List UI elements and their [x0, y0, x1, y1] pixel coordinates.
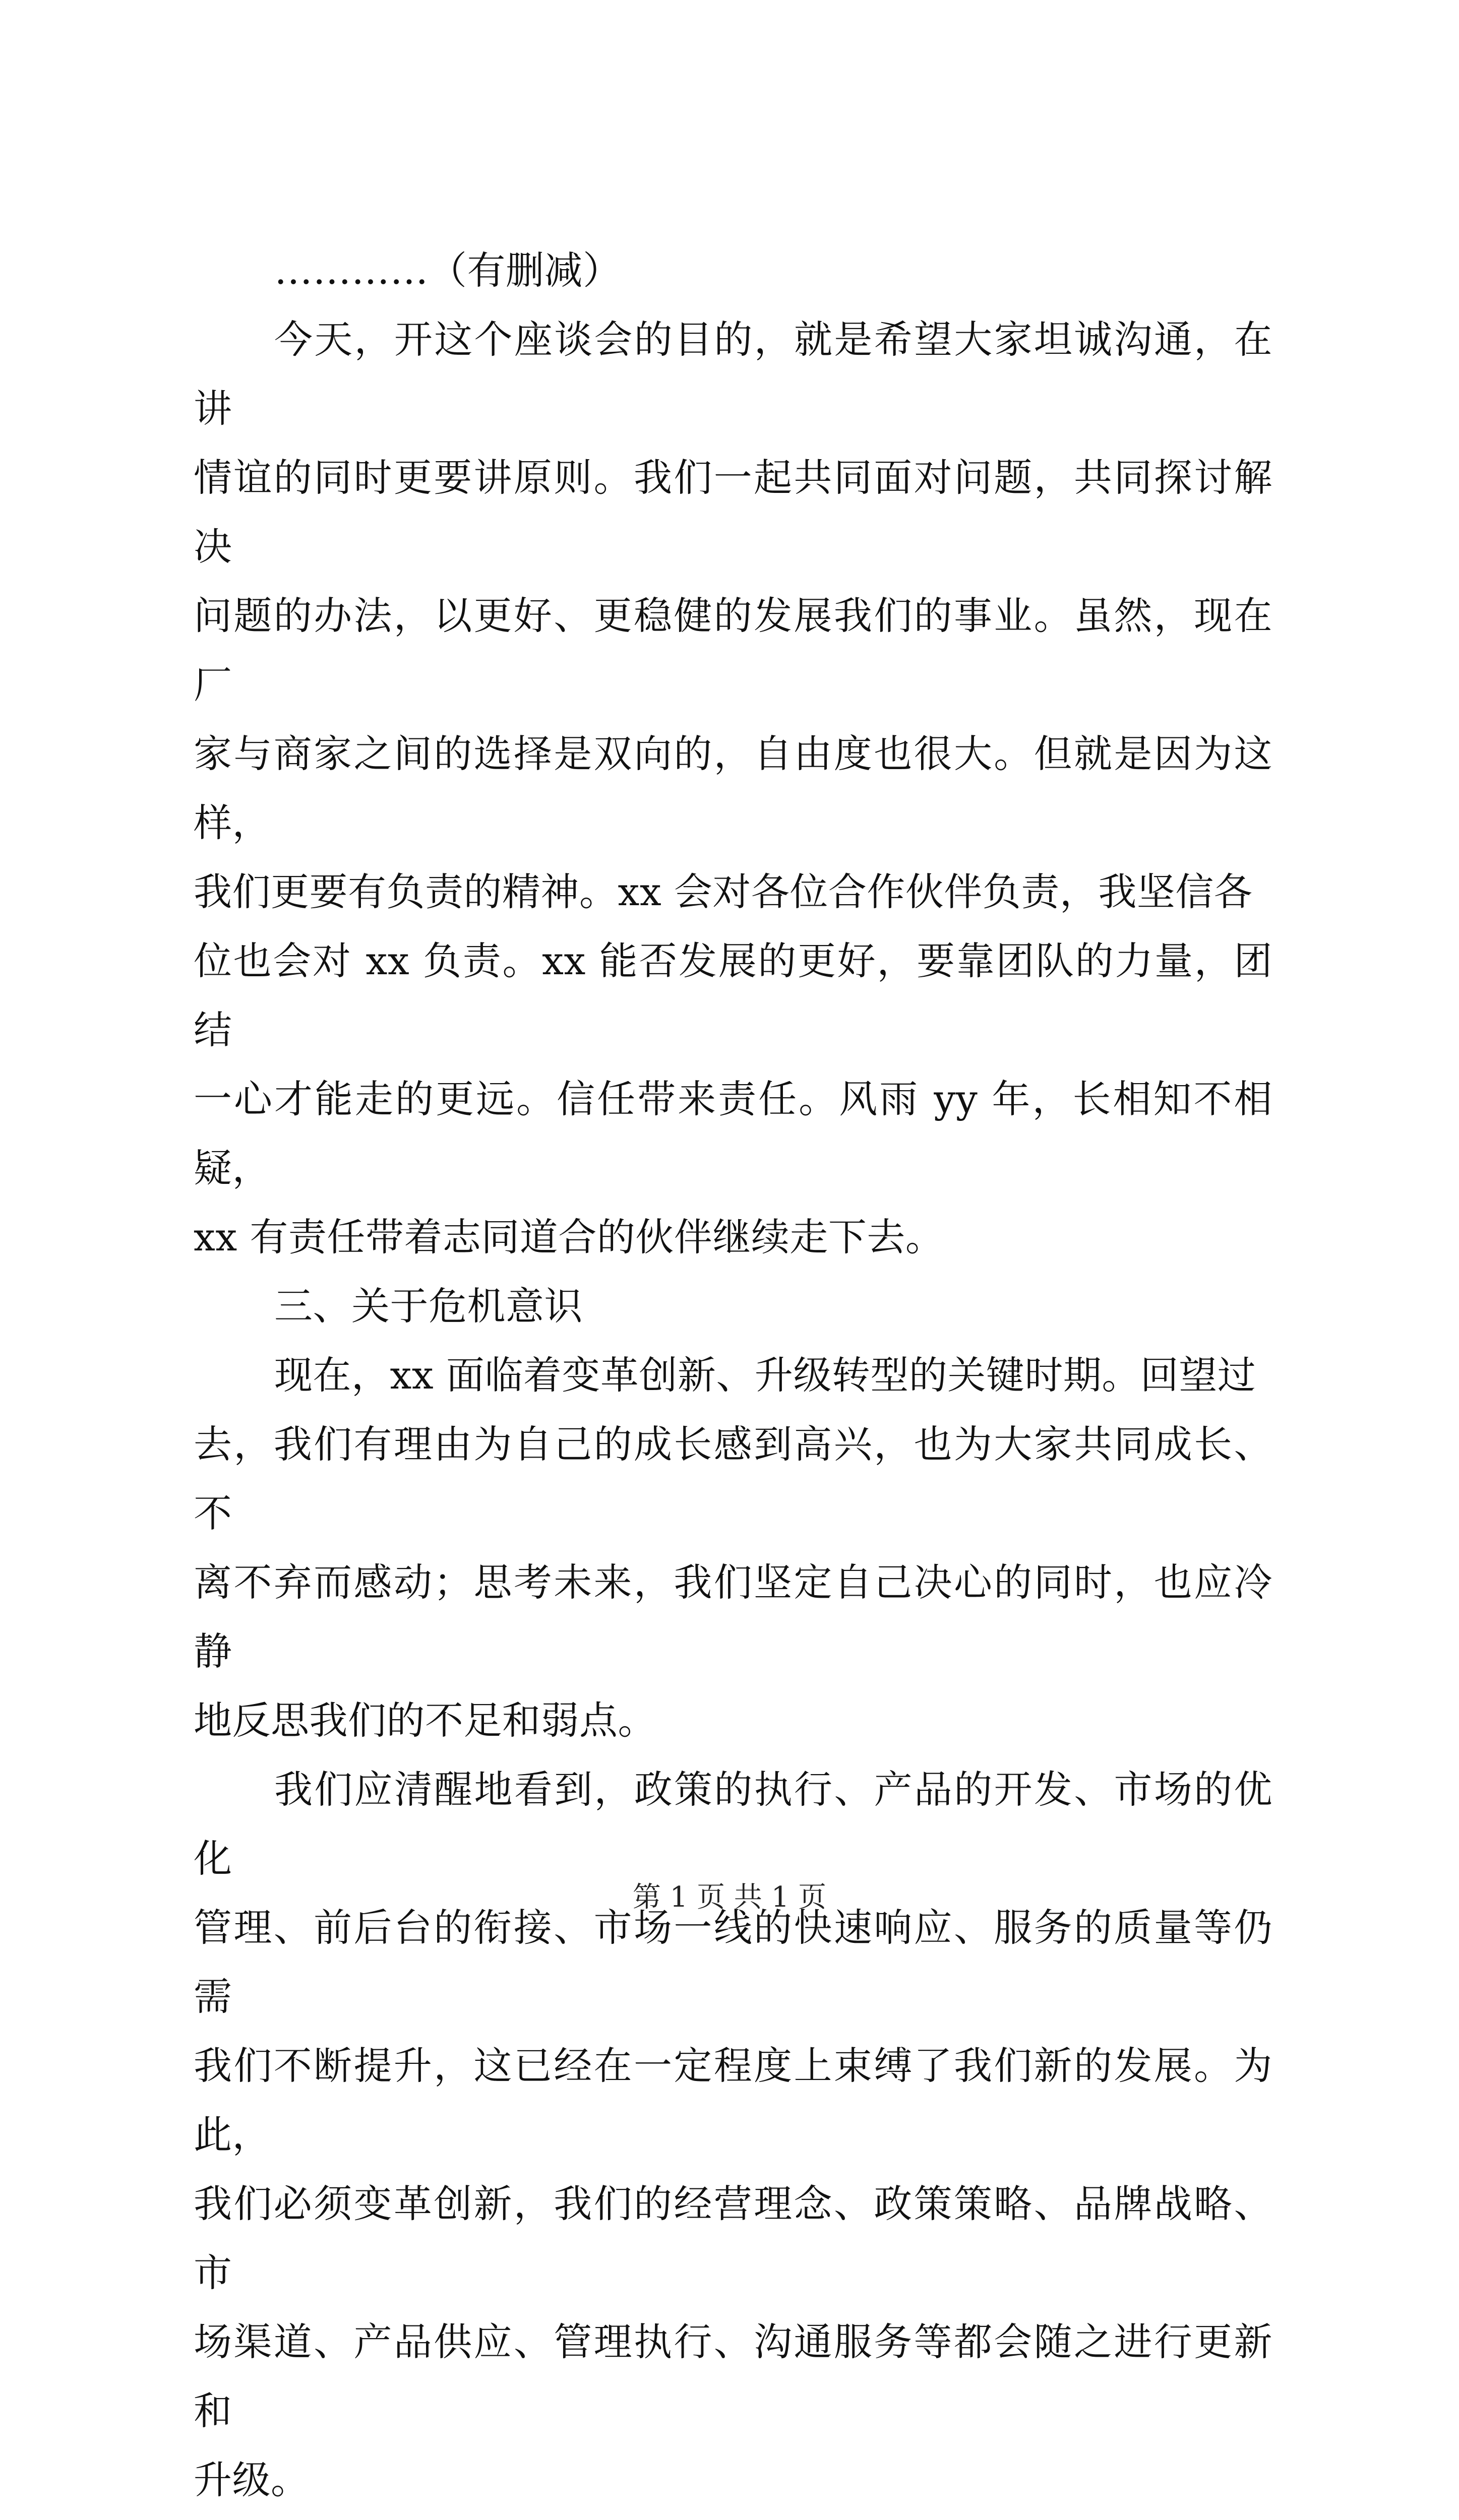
paragraph-meeting-purpose: [194, 305, 1272, 1272]
text-line: 问题的办法，以更好、更稳健的发展我们的事业。虽然，现在厂: [194, 593, 1272, 707]
text-line: 地反思我们的不足和弱点。: [194, 1698, 656, 1743]
document-body: [194, 236, 1272, 2520]
paragraph-transformation: [194, 1341, 1272, 1755]
text-line: 今天，开这个座谈会的目的，就是希望大家坦诚沟通，在讲: [194, 317, 1272, 431]
text-line: 场渠道、产品供应、管理执行、沟通服务等都会随之进行更新和: [194, 2319, 1272, 2433]
text-line: 我们不断提升，这已经在一定程度上束缚了我们新的发展。为此，: [194, 2043, 1272, 2157]
heading-text: 三、关于危机意识: [274, 1284, 583, 1329]
text-line: 现在，xx 面临着变革创新、升级转型的关键时期。回望过: [274, 1353, 1256, 1398]
section-heading-crisis-awareness: [194, 1272, 1272, 1341]
text-line: 情谊的同时更要讲原则。我们一起共同面对问题，共同探讨解决: [194, 455, 1272, 569]
text-line: 一心才能走的更远。信任带来责任。风雨 yy 年，长相知不相疑，: [194, 1077, 1272, 1190]
text-line: 位也会对 xx 负责。xx 能否发展的更好，要靠团队的力量，团结: [194, 938, 1272, 1052]
text-line: [194, 2514, 1272, 2520]
text-line: 家与商家之间的选择是双向的，自由度也很大。但就是因为这样，: [194, 731, 1272, 845]
text-line: 升级。: [194, 2458, 310, 2502]
text-line: 我们必须变革创新，我们的经营理念、政策策略、品牌战略、市: [194, 2181, 1272, 2295]
text-line: 离不弃而感动；思考未来，我们坚定自己决心的同时，也应冷静: [194, 1560, 1272, 1674]
paragraph-improvements: [194, 1755, 1272, 2514]
text-line: …………（有删减）: [274, 248, 622, 293]
text-line: xx 有责任带着志同道合的伙伴继续走下去。: [194, 1215, 944, 1259]
paragraph-omitted-note: [194, 236, 1272, 305]
text-line: 我们更要有负责的精神。xx 会对各位合作伙伴负责，我坚信各: [194, 869, 1253, 914]
text-line: 我们应清醒地看到，政策的执行、产品的开发、市场的优化: [194, 1767, 1272, 1881]
text-line: 去，我们有理由为自己的成长感到高兴，也为大家共同成长、不: [194, 1422, 1272, 1536]
page-footer: 第 1 页 共 1 页: [632, 1881, 827, 1914]
text-line: 管理、前后台的衔接、市场一线的快速响应、服务的质量等仍需: [194, 1905, 1272, 2019]
paragraph-opportunity: [194, 2514, 1272, 2520]
